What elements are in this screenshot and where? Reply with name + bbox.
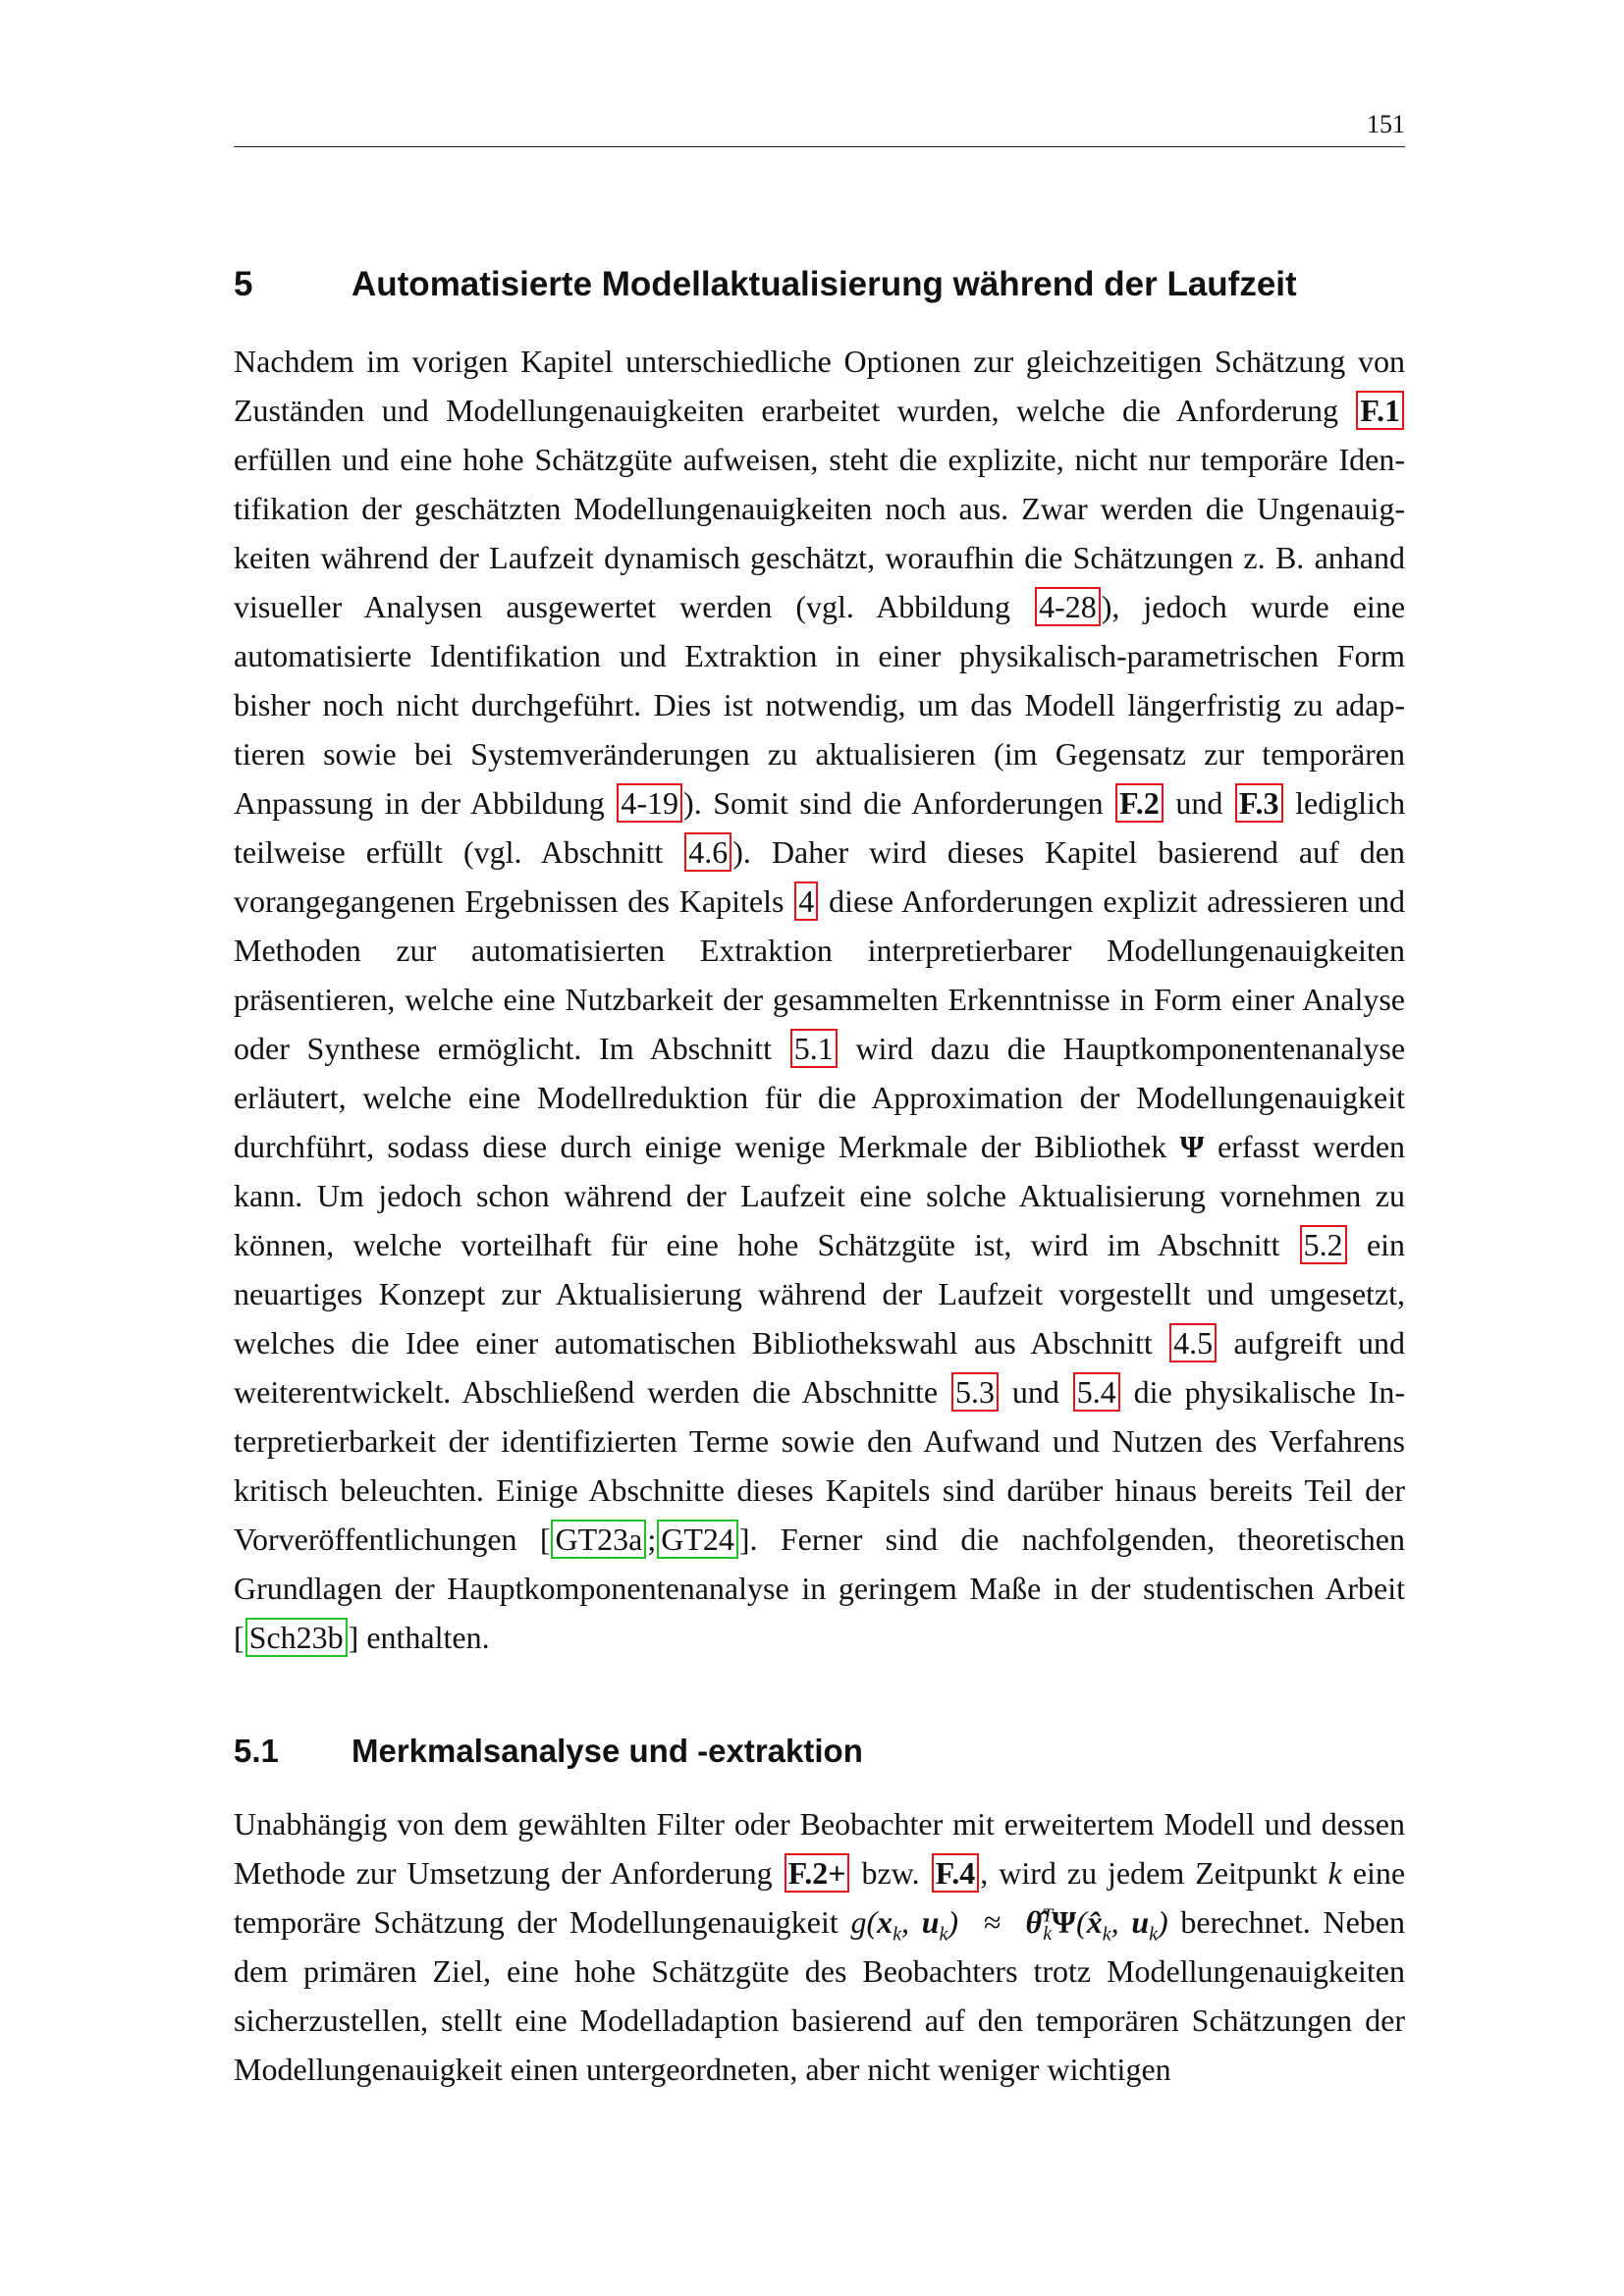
formula-model-uncertainty: $g(x_k$, $u_k$) ≈ $\thetâ^T_k\Psi(x̂_k$, $u_k$) [850,1904,1168,1946]
ref-section-4-6[interactable]: 4.6 [684,832,731,872]
ref-requirement-f3[interactable]: F.3 [1235,783,1283,823]
cite-gt24[interactable]: GT24 [657,1520,738,1559]
ref-requirement-f4[interactable]: F.4 [932,1853,980,1893]
time-index-k: k [1327,1855,1342,1891]
ref-requirement-f1[interactable]: F.1 [1356,391,1404,430]
chapter-number: 5 [234,265,253,303]
ref-chapter-4[interactable]: 4 [794,881,818,921]
section-title: Merkmalsanalyse und -extraktion [352,1733,863,1769]
ref-section-4-5[interactable]: 4.5 [1169,1323,1217,1362]
chapter-title: Automatisierte Modellaktualisierung während der Laufzeit [352,265,1297,303]
section-heading [234,1728,1405,1775]
cite-sch23b[interactable]: Sch23b [245,1618,348,1657]
ref-figure-4-19[interactable]: 4-19 [617,783,682,823]
cite-gt23a[interactable]: GT23a [551,1520,646,1559]
section-number: 5.1 [234,1733,279,1769]
ref-requirement-f2plus[interactable]: F.2+ [785,1853,850,1893]
chapter-heading [234,261,1405,308]
ref-section-5-4[interactable]: 5.4 [1073,1372,1120,1412]
ref-figure-4-28[interactable]: 4-28 [1035,587,1101,626]
ref-section-5-2[interactable]: 5.2 [1300,1225,1347,1264]
header-rule [234,146,1405,147]
intro-paragraph: Nachdem im vorigen Kapitel unterschiedliche Optionen zur gleichzeitigen Schätzung von Zuständen und Modellungenauigkeiten erarbeitet wurden, welche die Anforderung F.1 erfüllen und eine hohe Schätzgüte aufweisen, steht die explizite, nicht nur temporäre Identifikation der geschätzten Modellungenauigkeiten noch aus. Zwar werden die Ungenauigkeiten während der Laufzeit dynamisch geschätzt, woraufhin die Schätzungen z. B. anhand visueller Analysen ausgewertet werden (vgl. Abbildung 4-28 ), jedoch wurde eine automatisierte Identifikation und Extraktion in einer physikalisch-parametrischen Form bisher noch nicht durchgeführt. Dies ist notwendig, um das Modell längerfristig zu adaptieren sowie bei Systemveränderungen zu aktualisieren (im Gegensatz zur temporären Anpassung in der Abbildung 4-19 ). Somit sind die Anforderungen F.2 und F.3 lediglich teilweise erfüllt (vgl. Abschnitt 4.6 ). Daher wird dieses Kapitel basierend auf den vorangegangenen Ergebnissen des Kapitels 4 diese Anforderungen explizit adressieren und Methoden zur automatisierten Extraktion interpretierbarer Modellungenauigkeiten präsentieren, welche eine Nutzbarkeit der gesammelten Erkenntnisse in Form einer Analyse oder Synthese ermöglicht. Im Abschnitt 5.1 wird dazu die Hauptkomponentenanalyse erläutert, welche eine Modellreduktion für die Approximation der Modellungenauigkeit durchführt, sodass diese durch einige wenige Merkmale der Bibliothek Ψ erfasst werden kann. Um jedoch schon während der Laufzeit eine solche Aktualisierung vornehmen zu können, welche vorteilhaft für eine hohe Schätzgüte ist, wird im Abschnitt 5.2 ein neuartiges Konzept zur Aktualisierung während der Laufzeit vorgestellt und umgesetzt, welches die Idee einer automatischen Bibliothekswahl aus Abschnitt 4.5 aufgreift und weiterentwickelt. Abschließend werden die Abschnitte 5.3 und 5.4 die physikalische Interpretierbarkeit der identifizierten Terme sowie den Aufwand und Nutzen des Verfahrens kritisch beleuchten. Einige Abschnitte dieses Kapitels sind darüber hinaus bereits Teil der Vorveröffentlichungen [ GT23a ; GT24 ]. Ferner sind die nachfolgenden, theoretischen Grundlagen der Hauptkomponentenanalyse in geringem Maße in der studentischen Arbeit [ Sch23b ] enthalten. [234,344,1406,1655]
psi-symbol: Ψ [1179,1129,1205,1164]
ref-section-5-3[interactable]: 5.3 [951,1372,999,1412]
ref-section-5-1[interactable]: 5.1 [790,1029,838,1068]
page-number: 151 [1367,110,1405,138]
section-paragraph: Unabhängig von dem gewählten Filter oder Beobachter mit erweitertem Modell und dessen Methode zur Umsetzung der Anforderung F.2+ bzw. F.4 , wird zu jedem Zeitpunkt k eine temporäre Schätzung der Modellungenauigkeit $g(x_k$, $u_k$) ≈ $\thetâ^T_k\Psi(x̂_k$, $u_k$) berechnet. Neben dem primären Ziel, eine hohe Schätzgüte des Beobachters trotz Modellungenauigkeiten sicherzustellen, stellt eine Modelladaption basierend auf den temporären Schätzungen der Modellungenauigkeit einen untergeordneten, aber nicht weniger wichtigen [234,1806,1406,2087]
ref-requirement-f2[interactable]: F.2 [1115,783,1164,823]
